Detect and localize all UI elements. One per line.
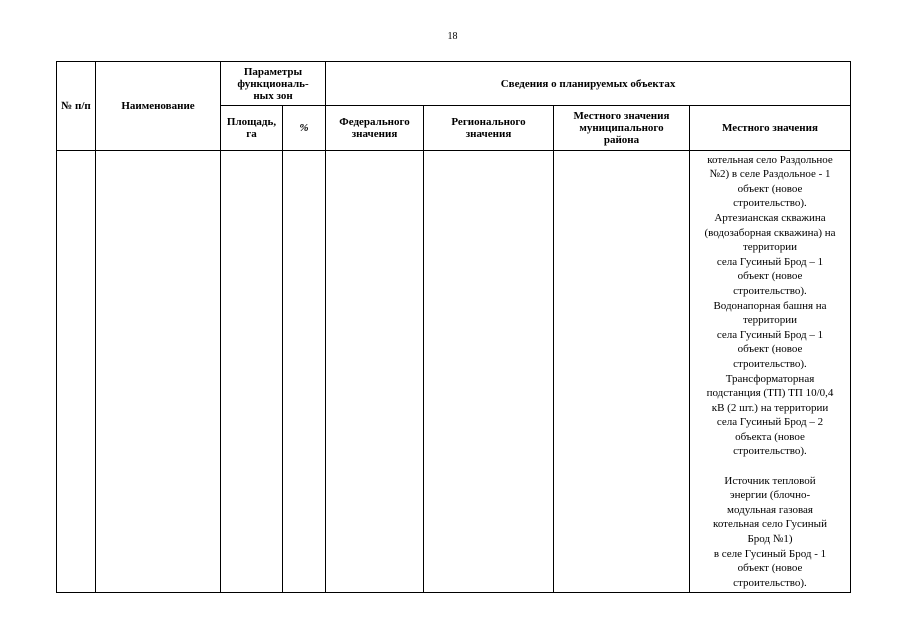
local-text-line: строительство).: [733, 576, 807, 589]
table-row: [57, 151, 851, 593]
local-text-line: котельная село Гусиный: [713, 518, 827, 531]
local-text-line: территории: [742, 241, 797, 254]
local-text-line: села Гусиный Брод – 2: [716, 416, 824, 429]
local-text-line: села Гусиный Брод – 1: [716, 328, 824, 341]
header-federal: [326, 106, 424, 151]
header-local-district-line: Местного значения: [573, 110, 670, 122]
local-text-line: в селе Гусиный Брод - 1: [713, 547, 827, 560]
cell-regional: [424, 151, 554, 593]
header-local-district-line: района: [603, 134, 640, 146]
header-number: № п/п: [57, 62, 96, 151]
cell-percent: [283, 151, 326, 593]
planned-objects-table: [56, 61, 851, 593]
local-text-line: строительство).: [733, 197, 807, 210]
header-federal-line: значения: [351, 128, 398, 140]
header-area-line: Площадь,: [226, 116, 277, 128]
cell-name: [96, 151, 221, 593]
header-regional: [424, 106, 554, 151]
local-text-line: строительство).: [733, 357, 807, 370]
local-text-line: Трансформаторная: [725, 372, 815, 385]
header-name: Наименование: [96, 62, 221, 151]
local-text-line: кВ (2 шт.) на территории: [711, 401, 829, 414]
header-planned-objects: Сведения о планируемых объектах: [326, 62, 851, 106]
header-area: [221, 106, 283, 151]
local-text-line: Артезианская скважина: [714, 211, 826, 224]
header-regional-line: Регионального: [451, 116, 526, 128]
cell-local-district: [554, 151, 690, 593]
header-local: Местного значения: [690, 106, 851, 151]
local-text-line: объект (новое: [737, 343, 803, 356]
cell-area: [221, 151, 283, 593]
local-text-gap: [690, 459, 850, 474]
local-text-line: подстанция (ТП) ТП 10/0,4: [706, 387, 834, 400]
cell-federal: [326, 151, 424, 593]
header-params-line: ных зон: [253, 89, 293, 102]
header-regional-line: значения: [465, 128, 512, 140]
local-text-line: территории: [742, 314, 797, 327]
local-text-line: строительство).: [733, 445, 807, 458]
local-text-line: котельная село Раздольное: [707, 153, 833, 166]
header-local-district-line: муниципального: [579, 122, 664, 134]
header-local-district: [554, 106, 690, 151]
local-text-line: модульная газовая: [726, 503, 813, 516]
local-text-line: (водозаборная скважина) на: [704, 226, 836, 239]
page-number: 18: [447, 31, 458, 42]
local-text-line: объект (новое: [737, 182, 803, 195]
header-area-line: га: [246, 128, 257, 140]
local-text-line: объект (новое: [737, 562, 803, 575]
header-params-line: функциональ-: [237, 77, 309, 90]
local-text-line: села Гусиный Брод – 1: [716, 255, 824, 268]
local-text-line: строительство).: [733, 284, 807, 297]
local-text-line: №2) в селе Раздольное - 1: [709, 168, 831, 181]
cell-local: [690, 151, 851, 593]
header-federal-line: Федерального: [339, 116, 410, 128]
local-text-line: объекта (новое: [735, 430, 805, 443]
local-text-line: объект (новое: [737, 270, 803, 283]
cell-number: [57, 151, 96, 593]
header-params-line: Параметры: [243, 65, 303, 78]
header-params: [221, 62, 326, 106]
local-text-line: Источник тепловой: [724, 474, 816, 487]
header-percent: %: [283, 106, 326, 151]
local-text-line: Брод №1): [747, 533, 793, 546]
local-text-line: энергии (блочно-: [729, 489, 811, 502]
local-text-line: Водонапорная башня на: [713, 299, 827, 312]
